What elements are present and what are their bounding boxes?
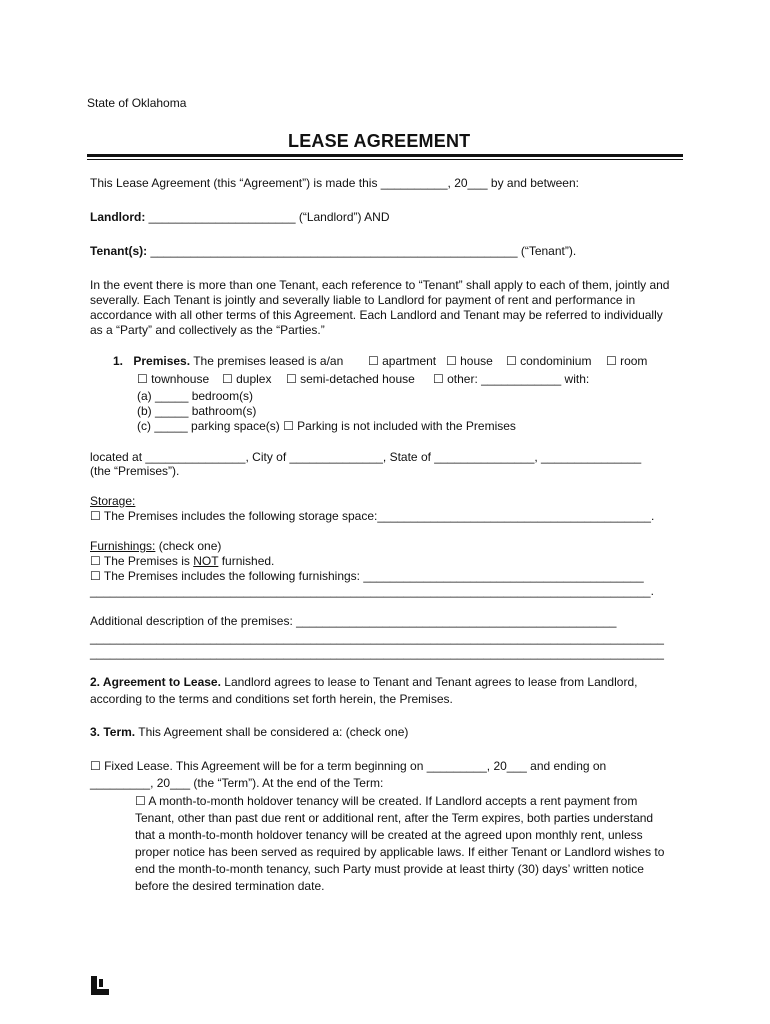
furnishings-note: (check one)	[155, 539, 222, 553]
option-semi-detached[interactable]: ☐ semi-detached house	[286, 372, 415, 386]
section-2-text: Landlord agrees to lease to Tenant and Tenant agrees to lease from Landlord, according to the terms and conditions set forth herein, the Premises.	[90, 675, 638, 706]
fixed-lease-dates[interactable]: _________, 20___ (the “Term”). At the end of the Term:	[90, 776, 384, 790]
tenant-line	[90, 244, 576, 259]
additional-description-line-2[interactable]: ______________________________________________________________________________________	[90, 646, 664, 660]
intro-line: This Lease Agreement (this “Agreement”) is made this __________, 20___ by and between:	[90, 176, 579, 190]
furnishings-option-none[interactable]	[90, 554, 274, 569]
furnishings-opt1-pre: ☐ The Premises is	[90, 554, 194, 568]
premises-line	[113, 354, 343, 369]
furnishings-heading-line	[90, 539, 221, 554]
state-label: State of Oklahoma	[87, 96, 187, 110]
storage-option[interactable]: ☐ The Premises includes the following storage space:_________________________________________.	[90, 509, 655, 523]
holdover-option[interactable]: ☐ A month-to-month holdover tenancy will be created. If Landlord accepts a rent payment from Tenant, other than past due rent or additional rent, after the Term expires, both parties understand that a month-to-month holdover tenancy will be created at the agreed upon monthly rent, unless proper notice has been served as required by applicable laws. If either Tenant or Landlord wishes to end the month-to-month tenancy, such Party must provide at least thirty (30) days’ written notice before the desired termination date.	[135, 794, 665, 893]
option-other[interactable]: ☐ other: ____________ with:	[433, 372, 590, 386]
tenant-label: Tenant(s):	[90, 244, 148, 258]
premises-lead: The premises leased is a/an	[193, 354, 344, 368]
furnishings-continuation[interactable]: ____________________________________________________________________________________.	[90, 584, 654, 598]
landlord-line	[90, 210, 390, 225]
additional-description-line-1[interactable]: ______________________________________________________________________________________	[90, 631, 664, 645]
option-house[interactable]: ☐ house	[446, 354, 493, 368]
premises-number: 1.	[113, 354, 124, 368]
option-apartment[interactable]: ☐ apartment	[368, 354, 437, 368]
document-title: LEASE AGREEMENT	[288, 131, 471, 151]
option-condominium[interactable]: ☐ condominium	[506, 354, 592, 368]
premises-definition: (the “Premises”).	[90, 464, 180, 478]
fixed-lease-option[interactable]: ☐ Fixed Lease. This Agreement will be for a term beginning on _________, 20___ and ending on	[90, 759, 607, 773]
rooms-bathrooms[interactable]: (b) _____ bathroom(s)	[137, 404, 257, 418]
title-rule-thick	[87, 154, 683, 157]
rooms-parking[interactable]: (c) _____ parking space(s) ☐ Parking is not included with the Premises	[137, 419, 516, 433]
tenant-blank[interactable]: _______________________________________________________ (“Tenant”).	[147, 244, 577, 258]
option-townhouse[interactable]: ☐ townhouse	[137, 372, 210, 386]
rooms-bedrooms[interactable]: (a) _____ bedroom(s)	[137, 389, 254, 403]
furnishings-opt1-not: NOT	[193, 554, 219, 568]
storage-heading: Storage:	[90, 494, 136, 508]
section-2-heading: 2. Agreement to Lease.	[90, 675, 221, 689]
legal-templates-logo-icon	[91, 976, 109, 995]
title-rule-thin	[87, 159, 683, 160]
premises-heading: Premises.	[133, 354, 191, 368]
landlord-label: Landlord:	[90, 210, 146, 224]
option-duplex[interactable]: ☐ duplex	[222, 372, 272, 386]
multi-tenant-paragraph: In the event there is more than one Tenant, each reference to “Tenant” shall apply to each of them, jointly and severally. Each Tenant is jointly and severally liable to Landlord for payment of rent and performance in accordance with all other terms of this Agreement. Each Landlord and Tenant may be referred to individually as a “Party” and collectively as the “Parties.”	[90, 278, 670, 337]
section-3-heading: 3. Term.	[90, 725, 136, 739]
section-3-text: This Agreement shall be considered a: (check one)	[135, 725, 409, 739]
furnishings-opt1-post: furnished.	[218, 554, 275, 568]
landlord-blank[interactable]: ______________________ (“Landlord”) AND	[145, 210, 390, 224]
section-term	[90, 725, 408, 740]
furnishings-option-includes[interactable]: ☐ The Premises includes the following furnishings: __________________________________________	[90, 569, 644, 583]
option-room[interactable]: ☐ room	[606, 354, 648, 368]
furnishings-heading: Furnishings:	[90, 539, 156, 553]
section-agreement-to-lease	[90, 674, 678, 708]
located-line[interactable]: located at _______________, City of ______________, State of _______________, _______________	[90, 450, 642, 464]
additional-description-label[interactable]: Additional description of the premises: ________________________________________________	[90, 614, 617, 628]
